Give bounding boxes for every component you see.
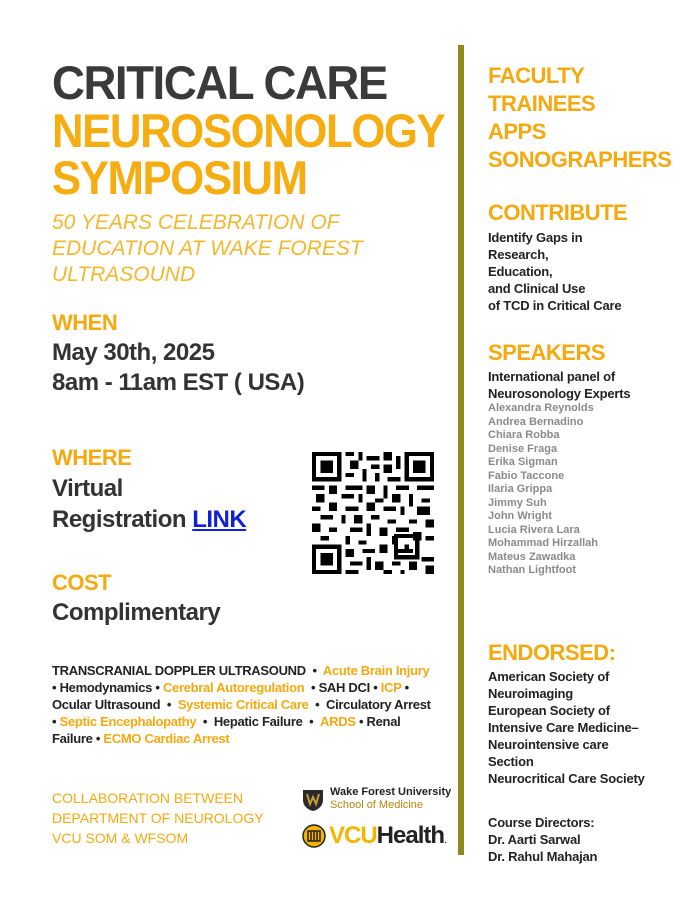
contribute-line: and Clinical Use — [488, 281, 586, 296]
topic: ARDS — [320, 714, 356, 729]
collaboration-line-2: DEPARTMENT OF NEUROLOGY — [52, 810, 264, 826]
endorsed-line: Neurocritical Care Society — [488, 771, 645, 786]
subtitle: 50 YEARS CELEBRATION OF EDUCATION AT WAKE FOREST ULTRASOUND — [52, 211, 363, 286]
audience-item: SONOGRAPHERS — [488, 147, 672, 172]
speaker-name: Nathan Lightfoot — [488, 564, 576, 576]
speaker-name: Andrea Bernadino — [488, 415, 584, 428]
speaker-name: Fabio Taccone — [488, 469, 565, 482]
speaker-name: Mateus Zawadka — [488, 550, 576, 563]
collaboration-line-3: VCU SOM & WFSOM — [52, 830, 189, 846]
speaker-name: Mohammad Hirzallah — [488, 537, 599, 549]
audience-item: FACULTY — [488, 63, 585, 88]
speaker-name: Chiara Robba — [488, 429, 560, 441]
contribute-line: Education, — [488, 264, 553, 279]
audience-item: TRAINEES — [488, 91, 596, 116]
vcu-wordmark: VCU — [329, 822, 377, 849]
audience-list — [488, 62, 671, 174]
vertical-divider — [458, 45, 464, 855]
title-line-1: CRITICAL CARE — [52, 56, 387, 109]
topic: Systemic Critical Care — [177, 697, 309, 712]
wf-name: Wake Forest University — [330, 786, 452, 798]
speaker-name: Denise Fraga — [488, 442, 558, 455]
wf-school: School of Medicine — [330, 799, 423, 811]
endorsed-line: American Society of — [488, 669, 610, 684]
vcu-health-logo — [302, 822, 452, 852]
cost-heading: COST — [52, 570, 112, 595]
topic: ECMO Cardiac Arrest — [103, 731, 230, 746]
where-heading: WHERE — [52, 445, 132, 470]
speakers-intro-line: International panel of — [488, 369, 616, 384]
where-line-1: Virtual — [52, 475, 123, 502]
speaker-name: Jimmy Suh — [488, 496, 547, 509]
title-line-2: NEUROSONOLOGY — [52, 104, 445, 157]
endorsed-line: Neuroimaging — [488, 686, 573, 701]
endorsed-line: Section — [488, 754, 534, 769]
audience-item: APPS — [488, 119, 546, 144]
health-wordmark: Health — [376, 822, 445, 849]
topic: Hepatic Failure — [213, 714, 303, 729]
course-directors — [488, 814, 678, 865]
topic: Circulatory Arrest — [326, 697, 431, 712]
endorsed-line: European Society of — [488, 703, 610, 718]
registration-label: Registration — [52, 506, 193, 533]
speakers-intro-line: Neurosonology Experts — [488, 386, 631, 401]
speakers-intro — [488, 368, 678, 402]
collaboration-line-1: COLLABORATION BETWEEN — [52, 790, 244, 806]
topic: Septic Encephalopathy — [59, 714, 197, 729]
endorsed-list — [488, 668, 683, 787]
topics-paragraph: TRANSCRANIAL DOPPLER ULTRASOUND • Acute Brain Injury • Hemodynamics • Cerebral Autoregulation • SAH DCI • ICP • Ocular Ultrasound • Systemic Critical Care • Circulatory Arrest • Septic Encephalopathy • Hepatic Failure • ARDS • Renal Failure • ECMO Cardiac Arrest — [52, 663, 431, 746]
contribute-text — [488, 229, 678, 314]
directors-heading: Course Directors: — [488, 815, 595, 830]
registration-link[interactable]: LINK — [192, 506, 247, 533]
speaker-name: Lucia Rivera Lara — [488, 523, 580, 536]
where-line-2 — [52, 505, 246, 535]
endorsed-line: Neurointensive care — [488, 737, 609, 752]
cost-value: Complimentary — [52, 599, 221, 626]
when-date: May 30th, 2025 — [52, 339, 215, 366]
speaker-name: John Wright — [488, 510, 552, 522]
speaker-name: Erika Sigman — [488, 456, 558, 468]
speaker-name: Alexandra Reynolds — [488, 402, 594, 414]
endorsed-heading: ENDORSED: — [488, 640, 616, 665]
topic: Ocular Ultrasound — [52, 697, 161, 712]
director-name: Dr. Aarti Sarwal — [488, 832, 581, 847]
topic: SAH DCI — [318, 680, 370, 695]
contribute-line: of TCD in Critical Care — [488, 298, 622, 313]
topic: Acute Brain Injury — [322, 663, 430, 678]
topic: Cerebral Autoregulation — [162, 680, 305, 695]
topic: Renal Failure — [52, 714, 401, 746]
topic: TRANSCRANIAL DOPPLER ULTRASOUND — [52, 663, 306, 678]
topic: ICP — [380, 680, 402, 695]
collaboration-block — [52, 788, 292, 848]
vcu-period: . — [444, 832, 447, 846]
endorsed-line: Intensive Care Medicine– — [488, 720, 639, 735]
when-time: 8am - 11am EST ( USA) — [52, 369, 305, 396]
qr-code[interactable] — [312, 452, 434, 574]
wake-forest-logo — [302, 786, 452, 816]
speakers-list — [488, 402, 598, 578]
vcu-emblem-icon — [302, 824, 326, 848]
title-line-3: SYMPOSIUM — [52, 151, 307, 204]
when-heading: WHEN — [52, 310, 118, 335]
contribute-line: Identify Gaps in — [488, 230, 583, 245]
director-name: Dr. Rahul Mahajan — [488, 849, 598, 864]
speakers-heading: SPEAKERS — [488, 340, 606, 365]
topic: Hemodynamics — [59, 680, 153, 695]
contribute-heading: CONTRIBUTE — [488, 200, 628, 225]
contribute-line: Research, — [488, 247, 549, 262]
wake-forest-shield-icon — [302, 788, 324, 812]
speaker-name: Ilaria Grippa — [488, 483, 553, 495]
